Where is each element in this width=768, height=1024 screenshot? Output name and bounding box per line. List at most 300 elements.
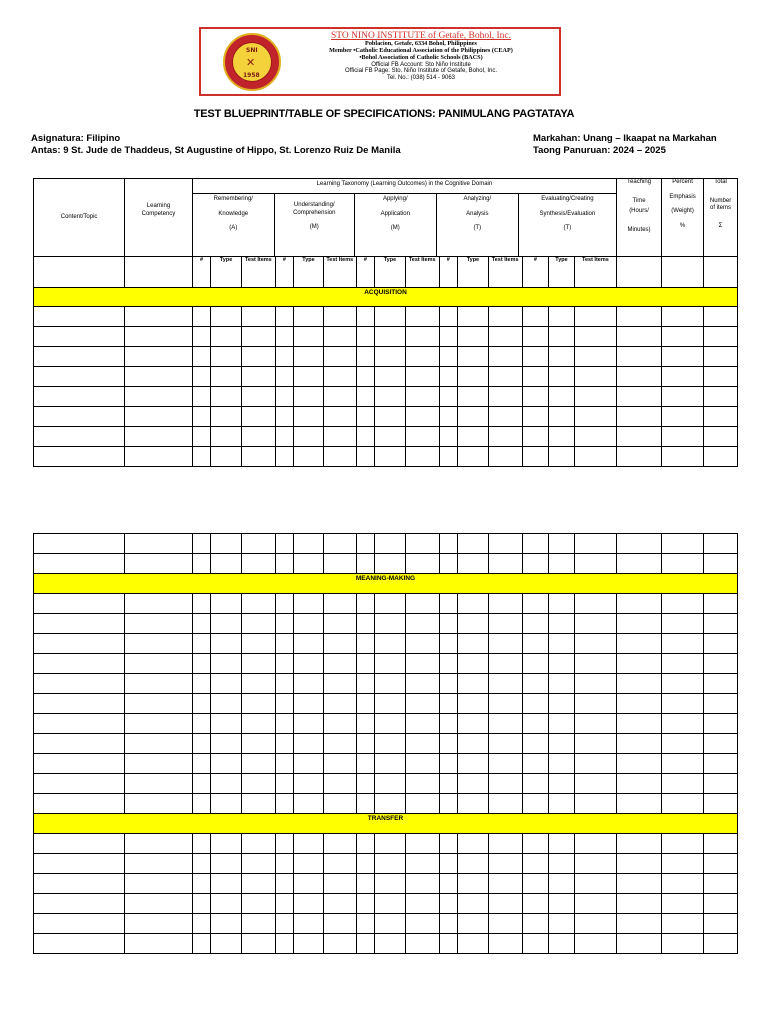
table-cell[interactable]	[375, 387, 406, 407]
table-cell[interactable]	[211, 694, 242, 714]
table-cell[interactable]	[34, 367, 125, 387]
table-cell[interactable]	[241, 307, 275, 327]
table-cell[interactable]	[439, 794, 457, 814]
table-cell[interactable]	[192, 874, 210, 894]
table-cell[interactable]	[704, 714, 738, 734]
table-cell[interactable]	[704, 754, 738, 774]
table-cell[interactable]	[458, 534, 489, 554]
table-cell[interactable]	[488, 387, 522, 407]
table-cell[interactable]	[704, 347, 738, 367]
table-cell[interactable]	[192, 654, 210, 674]
table-cell[interactable]	[662, 774, 704, 794]
table-cell[interactable]	[549, 854, 575, 874]
table-cell[interactable]	[405, 347, 439, 367]
table-cell[interactable]	[375, 734, 406, 754]
table-cell[interactable]	[439, 734, 457, 754]
table-cell[interactable]	[549, 834, 575, 854]
table-cell[interactable]	[458, 654, 489, 674]
table-cell[interactable]	[275, 534, 293, 554]
table-cell[interactable]	[275, 594, 293, 614]
table-cell[interactable]	[704, 634, 738, 654]
table-cell[interactable]	[405, 307, 439, 327]
table-cell[interactable]	[439, 714, 457, 734]
table-cell[interactable]	[275, 447, 293, 467]
table-cell[interactable]	[275, 307, 293, 327]
table-cell[interactable]	[704, 307, 738, 327]
table-cell[interactable]	[375, 914, 406, 934]
table-cell[interactable]	[375, 674, 406, 694]
table-cell[interactable]	[405, 554, 439, 574]
table-cell[interactable]	[125, 614, 193, 634]
table-cell[interactable]	[241, 674, 275, 694]
table-cell[interactable]	[323, 754, 356, 774]
table-cell[interactable]	[405, 634, 439, 654]
table-cell[interactable]	[125, 554, 193, 574]
table-cell[interactable]	[488, 634, 522, 654]
table-cell[interactable]	[549, 874, 575, 894]
table-cell[interactable]	[356, 307, 374, 327]
table-cell[interactable]	[125, 407, 193, 427]
table-cell[interactable]	[356, 594, 374, 614]
table-cell[interactable]	[458, 307, 489, 327]
table-cell[interactable]	[704, 654, 738, 674]
table-cell[interactable]	[192, 534, 210, 554]
table-cell[interactable]	[574, 554, 616, 574]
table-cell[interactable]	[192, 894, 210, 914]
table-cell[interactable]	[125, 674, 193, 694]
table-cell[interactable]	[522, 854, 549, 874]
table-cell[interactable]	[662, 934, 704, 954]
table-cell[interactable]	[662, 347, 704, 367]
table-cell[interactable]	[458, 347, 489, 367]
table-cell[interactable]	[458, 367, 489, 387]
table-cell[interactable]	[405, 914, 439, 934]
table-cell[interactable]	[458, 734, 489, 754]
table-cell[interactable]	[125, 834, 193, 854]
table-cell[interactable]	[704, 367, 738, 387]
table-cell[interactable]	[616, 894, 661, 914]
table-cell[interactable]	[125, 427, 193, 447]
table-cell[interactable]	[275, 914, 293, 934]
table-cell[interactable]	[704, 874, 738, 894]
table-cell[interactable]	[323, 874, 356, 894]
table-cell[interactable]	[549, 934, 575, 954]
table-cell[interactable]	[323, 934, 356, 954]
table-cell[interactable]	[323, 794, 356, 814]
table-cell[interactable]	[616, 734, 661, 754]
table-cell[interactable]	[549, 307, 575, 327]
table-cell[interactable]	[704, 387, 738, 407]
table-cell[interactable]	[356, 387, 374, 407]
table-cell[interactable]	[458, 934, 489, 954]
table-cell[interactable]	[375, 894, 406, 914]
table-cell[interactable]	[375, 327, 406, 347]
table-cell[interactable]	[125, 774, 193, 794]
table-cell[interactable]	[241, 534, 275, 554]
table-cell[interactable]	[323, 894, 356, 914]
table-cell[interactable]	[458, 674, 489, 694]
table-cell[interactable]	[662, 367, 704, 387]
table-cell[interactable]	[294, 387, 324, 407]
table-cell[interactable]	[574, 694, 616, 714]
table-cell[interactable]	[34, 327, 125, 347]
table-cell[interactable]	[488, 774, 522, 794]
table-cell[interactable]	[211, 367, 242, 387]
table-cell[interactable]	[405, 714, 439, 734]
table-cell[interactable]	[125, 734, 193, 754]
table-cell[interactable]	[439, 634, 457, 654]
table-cell[interactable]	[323, 307, 356, 327]
table-cell[interactable]	[125, 367, 193, 387]
table-cell[interactable]	[704, 427, 738, 447]
table-cell[interactable]	[294, 594, 324, 614]
table-cell[interactable]	[34, 834, 125, 854]
table-cell[interactable]	[275, 734, 293, 754]
table-cell[interactable]	[405, 427, 439, 447]
table-cell[interactable]	[458, 387, 489, 407]
table-cell[interactable]	[704, 894, 738, 914]
table-cell[interactable]	[405, 387, 439, 407]
table-cell[interactable]	[375, 407, 406, 427]
table-cell[interactable]	[439, 327, 457, 347]
table-cell[interactable]	[574, 754, 616, 774]
table-cell[interactable]	[34, 634, 125, 654]
table-cell[interactable]	[241, 614, 275, 634]
table-cell[interactable]	[375, 347, 406, 367]
table-cell[interactable]	[241, 754, 275, 774]
table-cell[interactable]	[574, 714, 616, 734]
table-cell[interactable]	[488, 674, 522, 694]
table-cell[interactable]	[241, 874, 275, 894]
table-cell[interactable]	[294, 367, 324, 387]
table-cell[interactable]	[549, 694, 575, 714]
table-cell[interactable]	[522, 387, 549, 407]
table-cell[interactable]	[294, 874, 324, 894]
table-cell[interactable]	[458, 794, 489, 814]
table-cell[interactable]	[356, 654, 374, 674]
table-cell[interactable]	[241, 934, 275, 954]
table-cell[interactable]	[488, 534, 522, 554]
table-cell[interactable]	[34, 934, 125, 954]
table-cell[interactable]	[375, 427, 406, 447]
table-cell[interactable]	[275, 714, 293, 734]
table-cell[interactable]	[241, 347, 275, 367]
table-cell[interactable]	[439, 427, 457, 447]
table-cell[interactable]	[356, 854, 374, 874]
table-cell[interactable]	[662, 534, 704, 554]
table-cell[interactable]	[439, 534, 457, 554]
table-cell[interactable]	[405, 654, 439, 674]
table-cell[interactable]	[549, 594, 575, 614]
table-cell[interactable]	[323, 594, 356, 614]
table-cell[interactable]	[522, 447, 549, 467]
table-cell[interactable]	[549, 554, 575, 574]
table-cell[interactable]	[356, 554, 374, 574]
table-cell[interactable]	[275, 614, 293, 634]
table-cell[interactable]	[549, 614, 575, 634]
table-cell[interactable]	[375, 367, 406, 387]
table-cell[interactable]	[662, 894, 704, 914]
table-cell[interactable]	[549, 387, 575, 407]
table-cell[interactable]	[617, 427, 662, 447]
table-cell[interactable]	[439, 347, 457, 367]
table-cell[interactable]	[522, 774, 549, 794]
table-cell[interactable]	[522, 874, 549, 894]
table-cell[interactable]	[34, 614, 125, 634]
table-cell[interactable]	[405, 614, 439, 634]
table-cell[interactable]	[192, 774, 210, 794]
table-cell[interactable]	[405, 327, 439, 347]
table-cell[interactable]	[574, 934, 616, 954]
table-cell[interactable]	[704, 834, 738, 854]
table-cell[interactable]	[275, 367, 293, 387]
table-cell[interactable]	[192, 447, 210, 467]
table-cell[interactable]	[617, 407, 662, 427]
table-cell[interactable]	[458, 834, 489, 854]
table-cell[interactable]	[34, 754, 125, 774]
table-cell[interactable]	[294, 347, 324, 367]
table-cell[interactable]	[356, 834, 374, 854]
table-cell[interactable]	[488, 734, 522, 754]
table-cell[interactable]	[405, 754, 439, 774]
table-cell[interactable]	[323, 854, 356, 874]
table-cell[interactable]	[323, 387, 356, 407]
table-cell[interactable]	[704, 914, 738, 934]
table-cell[interactable]	[458, 447, 489, 467]
table-cell[interactable]	[241, 714, 275, 734]
table-cell[interactable]	[211, 407, 242, 427]
table-cell[interactable]	[241, 774, 275, 794]
table-cell[interactable]	[125, 854, 193, 874]
table-cell[interactable]	[323, 834, 356, 854]
table-cell[interactable]	[192, 614, 210, 634]
table-cell[interactable]	[488, 874, 522, 894]
table-cell[interactable]	[704, 934, 738, 954]
table-cell[interactable]	[294, 714, 324, 734]
table-cell[interactable]	[356, 714, 374, 734]
table-cell[interactable]	[488, 854, 522, 874]
table-cell[interactable]	[125, 307, 193, 327]
table-cell[interactable]	[549, 347, 575, 367]
table-cell[interactable]	[323, 347, 356, 367]
table-cell[interactable]	[616, 854, 661, 874]
table-cell[interactable]	[574, 634, 616, 654]
table-cell[interactable]	[241, 427, 275, 447]
table-cell[interactable]	[617, 347, 662, 367]
table-cell[interactable]	[405, 694, 439, 714]
table-cell[interactable]	[294, 407, 324, 427]
table-cell[interactable]	[211, 914, 242, 934]
table-cell[interactable]	[34, 874, 125, 894]
table-cell[interactable]	[323, 327, 356, 347]
table-cell[interactable]	[211, 307, 242, 327]
table-cell[interactable]	[458, 914, 489, 934]
table-cell[interactable]	[323, 427, 356, 447]
table-cell[interactable]	[34, 794, 125, 814]
table-cell[interactable]	[617, 447, 662, 467]
table-cell[interactable]	[522, 934, 549, 954]
table-cell[interactable]	[574, 534, 616, 554]
table-cell[interactable]	[522, 654, 549, 674]
table-cell[interactable]	[192, 914, 210, 934]
table-cell[interactable]	[458, 614, 489, 634]
table-cell[interactable]	[375, 554, 406, 574]
table-cell[interactable]	[211, 327, 242, 347]
table-cell[interactable]	[294, 534, 324, 554]
table-cell[interactable]	[522, 754, 549, 774]
table-cell[interactable]	[323, 367, 356, 387]
table-cell[interactable]	[375, 934, 406, 954]
table-cell[interactable]	[549, 714, 575, 734]
table-cell[interactable]	[34, 347, 125, 367]
table-cell[interactable]	[522, 614, 549, 634]
table-cell[interactable]	[458, 874, 489, 894]
table-cell[interactable]	[488, 594, 522, 614]
table-cell[interactable]	[211, 754, 242, 774]
table-cell[interactable]	[488, 794, 522, 814]
table-cell[interactable]	[574, 347, 616, 367]
table-cell[interactable]	[458, 634, 489, 654]
table-cell[interactable]	[439, 614, 457, 634]
table-cell[interactable]	[192, 854, 210, 874]
table-cell[interactable]	[549, 794, 575, 814]
table-cell[interactable]	[241, 894, 275, 914]
table-cell[interactable]	[616, 654, 661, 674]
table-cell[interactable]	[275, 327, 293, 347]
table-cell[interactable]	[458, 327, 489, 347]
table-cell[interactable]	[34, 914, 125, 934]
table-cell[interactable]	[294, 634, 324, 654]
table-cell[interactable]	[522, 327, 549, 347]
table-cell[interactable]	[375, 534, 406, 554]
table-cell[interactable]	[356, 754, 374, 774]
table-cell[interactable]	[192, 674, 210, 694]
table-cell[interactable]	[241, 327, 275, 347]
table-cell[interactable]	[439, 874, 457, 894]
table-cell[interactable]	[211, 427, 242, 447]
table-cell[interactable]	[375, 834, 406, 854]
table-cell[interactable]	[522, 554, 549, 574]
table-cell[interactable]	[356, 774, 374, 794]
table-cell[interactable]	[439, 674, 457, 694]
table-cell[interactable]	[458, 774, 489, 794]
table-cell[interactable]	[275, 674, 293, 694]
table-cell[interactable]	[34, 714, 125, 734]
table-cell[interactable]	[574, 614, 616, 634]
table-cell[interactable]	[549, 674, 575, 694]
table-cell[interactable]	[34, 387, 125, 407]
table-cell[interactable]	[574, 387, 616, 407]
table-cell[interactable]	[549, 427, 575, 447]
table-cell[interactable]	[241, 634, 275, 654]
table-cell[interactable]	[574, 327, 616, 347]
table-cell[interactable]	[275, 554, 293, 574]
table-cell[interactable]	[125, 934, 193, 954]
table-cell[interactable]	[522, 734, 549, 754]
table-cell[interactable]	[522, 714, 549, 734]
table-cell[interactable]	[34, 407, 125, 427]
table-cell[interactable]	[488, 894, 522, 914]
table-cell[interactable]	[458, 554, 489, 574]
table-cell[interactable]	[294, 934, 324, 954]
table-cell[interactable]	[405, 367, 439, 387]
table-cell[interactable]	[211, 347, 242, 367]
table-cell[interactable]	[704, 774, 738, 794]
table-cell[interactable]	[275, 834, 293, 854]
table-cell[interactable]	[405, 534, 439, 554]
table-cell[interactable]	[549, 734, 575, 754]
table-cell[interactable]	[241, 554, 275, 574]
table-cell[interactable]	[294, 674, 324, 694]
table-cell[interactable]	[439, 694, 457, 714]
table-cell[interactable]	[375, 694, 406, 714]
table-cell[interactable]	[662, 554, 704, 574]
table-cell[interactable]	[375, 794, 406, 814]
table-cell[interactable]	[241, 834, 275, 854]
table-cell[interactable]	[294, 834, 324, 854]
table-cell[interactable]	[34, 774, 125, 794]
table-cell[interactable]	[574, 894, 616, 914]
table-cell[interactable]	[294, 307, 324, 327]
table-cell[interactable]	[574, 594, 616, 614]
table-cell[interactable]	[323, 554, 356, 574]
table-cell[interactable]	[192, 554, 210, 574]
table-cell[interactable]	[662, 307, 704, 327]
table-cell[interactable]	[488, 754, 522, 774]
table-cell[interactable]	[34, 534, 125, 554]
table-cell[interactable]	[405, 407, 439, 427]
table-cell[interactable]	[241, 367, 275, 387]
table-cell[interactable]	[192, 794, 210, 814]
table-cell[interactable]	[488, 654, 522, 674]
table-cell[interactable]	[241, 794, 275, 814]
table-cell[interactable]	[662, 447, 704, 467]
table-cell[interactable]	[574, 447, 616, 467]
table-cell[interactable]	[458, 407, 489, 427]
table-cell[interactable]	[405, 734, 439, 754]
table-cell[interactable]	[488, 347, 522, 367]
table-cell[interactable]	[574, 427, 616, 447]
table-cell[interactable]	[192, 634, 210, 654]
table-cell[interactable]	[192, 387, 210, 407]
table-cell[interactable]	[549, 774, 575, 794]
table-cell[interactable]	[241, 387, 275, 407]
table-cell[interactable]	[616, 874, 661, 894]
table-cell[interactable]	[549, 447, 575, 467]
table-cell[interactable]	[549, 894, 575, 914]
table-cell[interactable]	[241, 594, 275, 614]
table-cell[interactable]	[356, 347, 374, 367]
table-cell[interactable]	[211, 614, 242, 634]
table-cell[interactable]	[125, 714, 193, 734]
table-cell[interactable]	[34, 594, 125, 614]
table-cell[interactable]	[662, 874, 704, 894]
table-cell[interactable]	[439, 774, 457, 794]
table-cell[interactable]	[241, 447, 275, 467]
table-cell[interactable]	[522, 594, 549, 614]
table-cell[interactable]	[458, 854, 489, 874]
table-cell[interactable]	[211, 554, 242, 574]
table-cell[interactable]	[275, 694, 293, 714]
table-cell[interactable]	[616, 554, 661, 574]
table-cell[interactable]	[439, 834, 457, 854]
table-cell[interactable]	[662, 914, 704, 934]
table-cell[interactable]	[488, 934, 522, 954]
table-cell[interactable]	[294, 427, 324, 447]
table-cell[interactable]	[211, 387, 242, 407]
table-cell[interactable]	[275, 634, 293, 654]
table-cell[interactable]	[294, 327, 324, 347]
